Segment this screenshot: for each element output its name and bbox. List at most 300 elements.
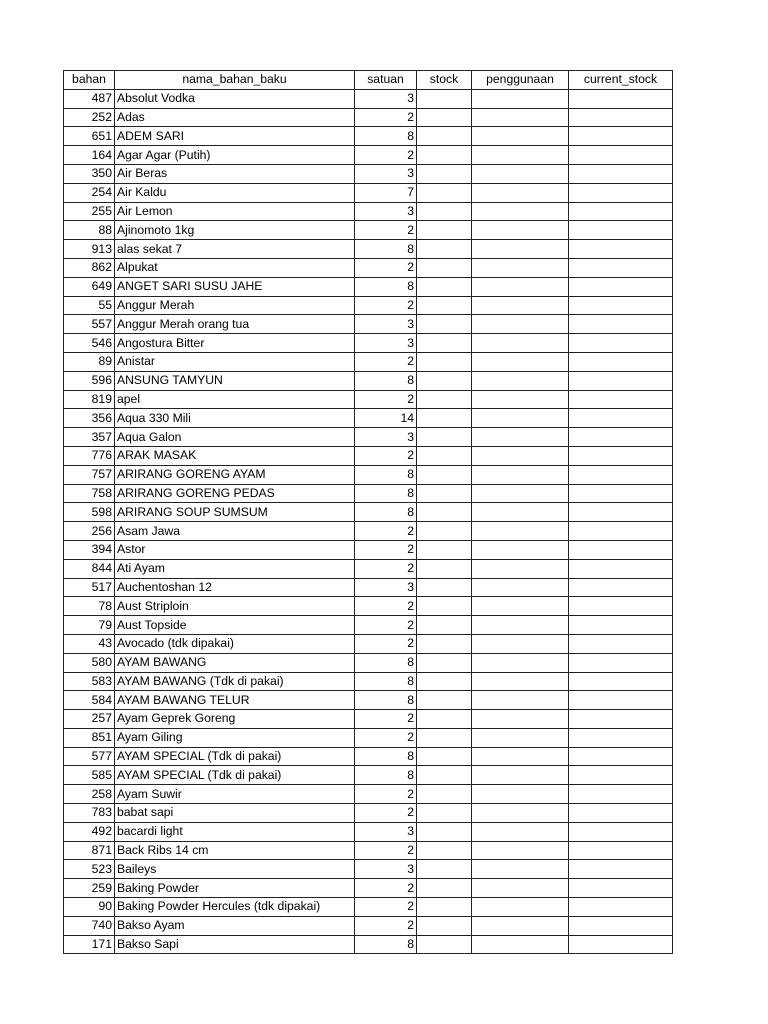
- cell-penggunaan[interactable]: [472, 371, 569, 390]
- cell-stock[interactable]: [417, 352, 472, 371]
- cell-current-stock[interactable]: [569, 841, 673, 860]
- cell-nama-bahan-baku[interactable]: ARIRANG GORENG AYAM: [115, 465, 355, 484]
- cell-current-stock[interactable]: [569, 710, 673, 729]
- cell-satuan[interactable]: 3: [355, 89, 417, 108]
- cell-stock[interactable]: [417, 334, 472, 353]
- cell-bahan[interactable]: 350: [64, 164, 115, 183]
- cell-bahan[interactable]: 88: [64, 221, 115, 240]
- cell-nama-bahan-baku[interactable]: ANSUNG TAMYUN: [115, 371, 355, 390]
- cell-satuan[interactable]: 3: [355, 334, 417, 353]
- cell-stock[interactable]: [417, 146, 472, 165]
- cell-nama-bahan-baku[interactable]: Anistar: [115, 352, 355, 371]
- cell-bahan[interactable]: 871: [64, 841, 115, 860]
- cell-satuan[interactable]: 2: [355, 841, 417, 860]
- cell-satuan[interactable]: 8: [355, 747, 417, 766]
- cell-stock[interactable]: [417, 127, 472, 146]
- cell-satuan[interactable]: 3: [355, 164, 417, 183]
- cell-current-stock[interactable]: [569, 559, 673, 578]
- cell-nama-bahan-baku[interactable]: apel: [115, 390, 355, 409]
- cell-nama-bahan-baku[interactable]: Anggur Merah orang tua: [115, 315, 355, 334]
- cell-satuan[interactable]: 2: [355, 879, 417, 898]
- cell-stock[interactable]: [417, 465, 472, 484]
- cell-stock[interactable]: [417, 240, 472, 259]
- table-row: [64, 334, 673, 353]
- cell-penggunaan[interactable]: [472, 428, 569, 447]
- cell-current-stock[interactable]: [569, 634, 673, 653]
- cell-nama-bahan-baku[interactable]: AYAM SPECIAL (Tdk di pakai): [115, 766, 355, 785]
- table-row: [64, 428, 673, 447]
- cell-current-stock[interactable]: [569, 277, 673, 296]
- cell-nama-bahan-baku[interactable]: Back Ribs 14 cm: [115, 841, 355, 860]
- table-row: [64, 465, 673, 484]
- cell-stock[interactable]: [417, 728, 472, 747]
- cell-bahan[interactable]: 256: [64, 522, 115, 541]
- cell-satuan[interactable]: 2: [355, 390, 417, 409]
- cell-penggunaan[interactable]: [472, 728, 569, 747]
- cell-penggunaan[interactable]: [472, 916, 569, 935]
- cell-satuan[interactable]: 3: [355, 578, 417, 597]
- cell-satuan[interactable]: 8: [355, 371, 417, 390]
- cell-penggunaan[interactable]: [472, 503, 569, 522]
- cell-stock[interactable]: [417, 898, 472, 917]
- cell-nama-bahan-baku[interactable]: ARAK MASAK: [115, 446, 355, 465]
- cell-bahan[interactable]: 819: [64, 390, 115, 409]
- table-row: [64, 315, 673, 334]
- cell-current-stock[interactable]: [569, 672, 673, 691]
- cell-satuan[interactable]: 2: [355, 804, 417, 823]
- cell-penggunaan[interactable]: [472, 221, 569, 240]
- cell-bahan[interactable]: 758: [64, 484, 115, 503]
- cell-satuan[interactable]: 8: [355, 766, 417, 785]
- cell-bahan[interactable]: 79: [64, 616, 115, 635]
- cell-bahan[interactable]: 776: [64, 446, 115, 465]
- cell-current-stock[interactable]: [569, 108, 673, 127]
- cell-current-stock[interactable]: [569, 822, 673, 841]
- cell-penggunaan[interactable]: [472, 898, 569, 917]
- cell-stock[interactable]: [417, 202, 472, 221]
- cell-stock[interactable]: [417, 653, 472, 672]
- cell-nama-bahan-baku[interactable]: Ajinomoto 1kg: [115, 221, 355, 240]
- cell-current-stock[interactable]: [569, 258, 673, 277]
- cell-stock[interactable]: [417, 597, 472, 616]
- cell-penggunaan[interactable]: [472, 146, 569, 165]
- cell-satuan[interactable]: 2: [355, 522, 417, 541]
- cell-current-stock[interactable]: [569, 616, 673, 635]
- cell-satuan[interactable]: 3: [355, 428, 417, 447]
- cell-bahan[interactable]: 649: [64, 277, 115, 296]
- cell-stock[interactable]: [417, 522, 472, 541]
- cell-satuan[interactable]: 2: [355, 616, 417, 635]
- cell-stock[interactable]: [417, 672, 472, 691]
- cell-nama-bahan-baku[interactable]: ARIRANG SOUP SUMSUM: [115, 503, 355, 522]
- cell-nama-bahan-baku[interactable]: Baileys: [115, 860, 355, 879]
- cell-penggunaan[interactable]: [472, 747, 569, 766]
- cell-bahan[interactable]: 517: [64, 578, 115, 597]
- cell-satuan[interactable]: 2: [355, 296, 417, 315]
- cell-penggunaan[interactable]: [472, 183, 569, 202]
- cell-penggunaan[interactable]: [472, 89, 569, 108]
- cell-bahan[interactable]: 580: [64, 653, 115, 672]
- cell-bahan[interactable]: 171: [64, 935, 115, 954]
- cell-satuan[interactable]: 8: [355, 127, 417, 146]
- table-row: [64, 446, 673, 465]
- cell-nama-bahan-baku[interactable]: Angostura Bitter: [115, 334, 355, 353]
- cell-bahan[interactable]: 254: [64, 183, 115, 202]
- cell-stock[interactable]: [417, 428, 472, 447]
- cell-bahan[interactable]: 487: [64, 89, 115, 108]
- cell-nama-bahan-baku[interactable]: Agar Agar (Putih): [115, 146, 355, 165]
- cell-nama-bahan-baku[interactable]: Baking Powder Hercules (tdk dipakai): [115, 898, 355, 917]
- table-row: [64, 898, 673, 917]
- cell-satuan[interactable]: 8: [355, 691, 417, 710]
- cell-bahan[interactable]: 55: [64, 296, 115, 315]
- cell-penggunaan[interactable]: [472, 258, 569, 277]
- cell-current-stock[interactable]: [569, 390, 673, 409]
- ingredient-table: [63, 70, 673, 954]
- cell-bahan[interactable]: 90: [64, 898, 115, 917]
- cell-bahan[interactable]: 598: [64, 503, 115, 522]
- cell-current-stock[interactable]: [569, 691, 673, 710]
- cell-penggunaan[interactable]: [472, 578, 569, 597]
- table-row: [64, 277, 673, 296]
- cell-satuan[interactable]: 2: [355, 634, 417, 653]
- cell-penggunaan[interactable]: [472, 522, 569, 541]
- cell-satuan[interactable]: 2: [355, 728, 417, 747]
- cell-stock[interactable]: [417, 860, 472, 879]
- cell-penggunaan[interactable]: [472, 540, 569, 559]
- header-stock: stock: [417, 71, 472, 90]
- cell-current-stock[interactable]: [569, 522, 673, 541]
- cell-satuan[interactable]: 8: [355, 240, 417, 259]
- cell-stock[interactable]: [417, 446, 472, 465]
- cell-penggunaan[interactable]: [472, 616, 569, 635]
- cell-penggunaan[interactable]: [472, 465, 569, 484]
- cell-current-stock[interactable]: [569, 202, 673, 221]
- cell-bahan[interactable]: 89: [64, 352, 115, 371]
- cell-satuan[interactable]: 3: [355, 822, 417, 841]
- cell-bahan[interactable]: 257: [64, 710, 115, 729]
- cell-bahan[interactable]: 851: [64, 728, 115, 747]
- cell-stock[interactable]: [417, 258, 472, 277]
- cell-current-stock[interactable]: [569, 804, 673, 823]
- cell-penggunaan[interactable]: [472, 484, 569, 503]
- cell-satuan[interactable]: 2: [355, 108, 417, 127]
- header-nama-bahan-baku: nama_bahan_baku: [115, 71, 355, 90]
- header-satuan: satuan: [355, 71, 417, 90]
- cell-satuan[interactable]: 8: [355, 503, 417, 522]
- cell-satuan[interactable]: 8: [355, 484, 417, 503]
- cell-nama-bahan-baku[interactable]: Aust Striploin: [115, 597, 355, 616]
- cell-current-stock[interactable]: [569, 879, 673, 898]
- cell-satuan[interactable]: 2: [355, 540, 417, 559]
- cell-penggunaan[interactable]: [472, 559, 569, 578]
- cell-nama-bahan-baku[interactable]: Auchentoshan 12: [115, 578, 355, 597]
- cell-satuan[interactable]: 2: [355, 352, 417, 371]
- cell-satuan[interactable]: 14: [355, 409, 417, 428]
- cell-current-stock[interactable]: [569, 898, 673, 917]
- cell-bahan[interactable]: 492: [64, 822, 115, 841]
- cell-penggunaan[interactable]: [472, 296, 569, 315]
- cell-satuan[interactable]: 2: [355, 597, 417, 616]
- cell-bahan[interactable]: 252: [64, 108, 115, 127]
- cell-nama-bahan-baku[interactable]: alas sekat 7: [115, 240, 355, 259]
- cell-nama-bahan-baku[interactable]: Air Lemon: [115, 202, 355, 221]
- cell-stock[interactable]: [417, 484, 472, 503]
- cell-current-stock[interactable]: [569, 935, 673, 954]
- cell-satuan[interactable]: 3: [355, 860, 417, 879]
- cell-nama-bahan-baku[interactable]: Alpukat: [115, 258, 355, 277]
- cell-current-stock[interactable]: [569, 221, 673, 240]
- cell-penggunaan[interactable]: [472, 108, 569, 127]
- cell-nama-bahan-baku[interactable]: Bakso Sapi: [115, 935, 355, 954]
- cell-stock[interactable]: [417, 89, 472, 108]
- cell-bahan[interactable]: 259: [64, 879, 115, 898]
- cell-current-stock[interactable]: [569, 334, 673, 353]
- cell-nama-bahan-baku[interactable]: ARIRANG GORENG PEDAS: [115, 484, 355, 503]
- cell-nama-bahan-baku[interactable]: Aqua 330 Mili: [115, 409, 355, 428]
- cell-penggunaan[interactable]: [472, 352, 569, 371]
- cell-satuan[interactable]: 8: [355, 672, 417, 691]
- cell-penggunaan[interactable]: [472, 446, 569, 465]
- cell-current-stock[interactable]: [569, 89, 673, 108]
- cell-nama-bahan-baku[interactable]: Astor: [115, 540, 355, 559]
- cell-current-stock[interactable]: [569, 484, 673, 503]
- cell-current-stock[interactable]: [569, 860, 673, 879]
- cell-bahan[interactable]: 651: [64, 127, 115, 146]
- cell-nama-bahan-baku[interactable]: Absolut Vodka: [115, 89, 355, 108]
- cell-penggunaan[interactable]: [472, 710, 569, 729]
- cell-nama-bahan-baku[interactable]: Bakso Ayam: [115, 916, 355, 935]
- cell-penggunaan[interactable]: [472, 202, 569, 221]
- table-row: [64, 540, 673, 559]
- cell-current-stock[interactable]: [569, 240, 673, 259]
- cell-current-stock[interactable]: [569, 183, 673, 202]
- cell-stock[interactable]: [417, 634, 472, 653]
- cell-penggunaan[interactable]: [472, 315, 569, 334]
- cell-bahan[interactable]: 913: [64, 240, 115, 259]
- cell-current-stock[interactable]: [569, 164, 673, 183]
- cell-penggunaan[interactable]: [472, 334, 569, 353]
- cell-current-stock[interactable]: [569, 653, 673, 672]
- cell-nama-bahan-baku[interactable]: Ayam Geprek Goreng: [115, 710, 355, 729]
- cell-stock[interactable]: [417, 183, 472, 202]
- cell-satuan[interactable]: 8: [355, 935, 417, 954]
- cell-stock[interactable]: [417, 578, 472, 597]
- cell-penggunaan[interactable]: [472, 653, 569, 672]
- cell-stock[interactable]: [417, 841, 472, 860]
- cell-nama-bahan-baku[interactable]: AYAM BAWANG TELUR: [115, 691, 355, 710]
- cell-current-stock[interactable]: [569, 578, 673, 597]
- cell-nama-bahan-baku[interactable]: AYAM BAWANG (Tdk di pakai): [115, 672, 355, 691]
- cell-current-stock[interactable]: [569, 503, 673, 522]
- cell-penggunaan[interactable]: [472, 409, 569, 428]
- cell-current-stock[interactable]: [569, 409, 673, 428]
- table-row: [64, 935, 673, 954]
- cell-nama-bahan-baku[interactable]: ADEM SARI: [115, 127, 355, 146]
- cell-stock[interactable]: [417, 822, 472, 841]
- cell-stock[interactable]: [417, 766, 472, 785]
- cell-current-stock[interactable]: [569, 428, 673, 447]
- table-row: [64, 747, 673, 766]
- cell-stock[interactable]: [417, 935, 472, 954]
- cell-nama-bahan-baku[interactable]: AYAM BAWANG: [115, 653, 355, 672]
- cell-stock[interactable]: [417, 691, 472, 710]
- cell-bahan[interactable]: 394: [64, 540, 115, 559]
- cell-penggunaan[interactable]: [472, 841, 569, 860]
- table-row: [64, 559, 673, 578]
- cell-nama-bahan-baku[interactable]: Aust Topside: [115, 616, 355, 635]
- cell-current-stock[interactable]: [569, 747, 673, 766]
- cell-stock[interactable]: [417, 616, 472, 635]
- cell-stock[interactable]: [417, 540, 472, 559]
- cell-penggunaan[interactable]: [472, 879, 569, 898]
- cell-current-stock[interactable]: [569, 446, 673, 465]
- cell-current-stock[interactable]: [569, 352, 673, 371]
- cell-bahan[interactable]: 258: [64, 785, 115, 804]
- cell-satuan[interactable]: 2: [355, 146, 417, 165]
- cell-nama-bahan-baku[interactable]: ANGET SARI SUSU JAHE: [115, 277, 355, 296]
- cell-current-stock[interactable]: [569, 785, 673, 804]
- header-bahan: bahan: [64, 71, 115, 90]
- cell-penggunaan[interactable]: [472, 164, 569, 183]
- cell-bahan[interactable]: 596: [64, 371, 115, 390]
- cell-current-stock[interactable]: [569, 916, 673, 935]
- cell-nama-bahan-baku[interactable]: Ati Ayam: [115, 559, 355, 578]
- cell-satuan[interactable]: 8: [355, 465, 417, 484]
- table-row: [64, 785, 673, 804]
- table-row: [64, 371, 673, 390]
- cell-nama-bahan-baku[interactable]: Avocado (tdk dipakai): [115, 634, 355, 653]
- cell-satuan[interactable]: 3: [355, 202, 417, 221]
- cell-satuan[interactable]: 2: [355, 559, 417, 578]
- cell-nama-bahan-baku[interactable]: babat sapi: [115, 804, 355, 823]
- cell-bahan[interactable]: 164: [64, 146, 115, 165]
- cell-penggunaan[interactable]: [472, 127, 569, 146]
- cell-current-stock[interactable]: [569, 597, 673, 616]
- cell-stock[interactable]: [417, 221, 472, 240]
- cell-stock[interactable]: [417, 296, 472, 315]
- cell-bahan[interactable]: 783: [64, 804, 115, 823]
- cell-satuan[interactable]: 2: [355, 710, 417, 729]
- cell-nama-bahan-baku[interactable]: Adas: [115, 108, 355, 127]
- cell-penggunaan[interactable]: [472, 860, 569, 879]
- cell-stock[interactable]: [417, 315, 472, 334]
- cell-nama-bahan-baku[interactable]: Asam Jawa: [115, 522, 355, 541]
- cell-satuan[interactable]: 2: [355, 785, 417, 804]
- cell-stock[interactable]: [417, 409, 472, 428]
- cell-nama-bahan-baku[interactable]: bacardi light: [115, 822, 355, 841]
- cell-penggunaan[interactable]: [472, 766, 569, 785]
- cell-penggunaan[interactable]: [472, 935, 569, 954]
- cell-penggunaan[interactable]: [472, 785, 569, 804]
- cell-stock[interactable]: [417, 371, 472, 390]
- cell-stock[interactable]: [417, 747, 472, 766]
- cell-penggunaan[interactable]: [472, 634, 569, 653]
- cell-stock[interactable]: [417, 108, 472, 127]
- cell-bahan[interactable]: 557: [64, 315, 115, 334]
- cell-penggunaan[interactable]: [472, 672, 569, 691]
- cell-satuan[interactable]: 7: [355, 183, 417, 202]
- cell-stock[interactable]: [417, 710, 472, 729]
- cell-current-stock[interactable]: [569, 127, 673, 146]
- table-row: [64, 653, 673, 672]
- table-row: [64, 258, 673, 277]
- cell-satuan[interactable]: 2: [355, 221, 417, 240]
- cell-current-stock[interactable]: [569, 728, 673, 747]
- cell-bahan[interactable]: 546: [64, 334, 115, 353]
- cell-nama-bahan-baku[interactable]: AYAM SPECIAL (Tdk di pakai): [115, 747, 355, 766]
- cell-satuan[interactable]: 8: [355, 653, 417, 672]
- cell-bahan[interactable]: 757: [64, 465, 115, 484]
- cell-bahan[interactable]: 583: [64, 672, 115, 691]
- cell-penggunaan[interactable]: [472, 804, 569, 823]
- cell-bahan[interactable]: 357: [64, 428, 115, 447]
- cell-penggunaan[interactable]: [472, 240, 569, 259]
- cell-stock[interactable]: [417, 503, 472, 522]
- cell-satuan[interactable]: 2: [355, 898, 417, 917]
- cell-nama-bahan-baku[interactable]: Baking Powder: [115, 879, 355, 898]
- cell-stock[interactable]: [417, 559, 472, 578]
- cell-satuan[interactable]: 3: [355, 315, 417, 334]
- cell-satuan[interactable]: 2: [355, 916, 417, 935]
- cell-bahan[interactable]: 577: [64, 747, 115, 766]
- cell-current-stock[interactable]: [569, 146, 673, 165]
- cell-current-stock[interactable]: [569, 371, 673, 390]
- cell-stock[interactable]: [417, 785, 472, 804]
- table-row: [64, 766, 673, 785]
- cell-penggunaan[interactable]: [472, 822, 569, 841]
- cell-bahan[interactable]: 43: [64, 634, 115, 653]
- cell-penggunaan[interactable]: [472, 390, 569, 409]
- cell-satuan[interactable]: 2: [355, 258, 417, 277]
- cell-stock[interactable]: [417, 804, 472, 823]
- cell-current-stock[interactable]: [569, 766, 673, 785]
- cell-current-stock[interactable]: [569, 296, 673, 315]
- cell-stock[interactable]: [417, 390, 472, 409]
- cell-satuan[interactable]: 8: [355, 277, 417, 296]
- cell-nama-bahan-baku[interactable]: Anggur Merah: [115, 296, 355, 315]
- cell-bahan[interactable]: 862: [64, 258, 115, 277]
- cell-stock[interactable]: [417, 164, 472, 183]
- cell-bahan[interactable]: 584: [64, 691, 115, 710]
- cell-nama-bahan-baku[interactable]: Air Kaldu: [115, 183, 355, 202]
- header-row: [64, 71, 673, 90]
- table-row: [64, 183, 673, 202]
- cell-bahan[interactable]: 740: [64, 916, 115, 935]
- cell-current-stock[interactable]: [569, 465, 673, 484]
- cell-current-stock[interactable]: [569, 540, 673, 559]
- cell-nama-bahan-baku[interactable]: Ayam Giling: [115, 728, 355, 747]
- cell-bahan[interactable]: 255: [64, 202, 115, 221]
- cell-stock[interactable]: [417, 879, 472, 898]
- table-row: [64, 672, 673, 691]
- cell-nama-bahan-baku[interactable]: Air Beras: [115, 164, 355, 183]
- cell-bahan[interactable]: 356: [64, 409, 115, 428]
- cell-current-stock[interactable]: [569, 315, 673, 334]
- cell-penggunaan[interactable]: [472, 691, 569, 710]
- cell-nama-bahan-baku[interactable]: Aqua Galon: [115, 428, 355, 447]
- cell-penggunaan[interactable]: [472, 597, 569, 616]
- cell-penggunaan[interactable]: [472, 277, 569, 296]
- cell-stock[interactable]: [417, 277, 472, 296]
- cell-nama-bahan-baku[interactable]: Ayam Suwir: [115, 785, 355, 804]
- cell-stock[interactable]: [417, 916, 472, 935]
- cell-bahan[interactable]: 844: [64, 559, 115, 578]
- cell-satuan[interactable]: 2: [355, 446, 417, 465]
- cell-bahan[interactable]: 585: [64, 766, 115, 785]
- cell-bahan[interactable]: 523: [64, 860, 115, 879]
- cell-bahan[interactable]: 78: [64, 597, 115, 616]
